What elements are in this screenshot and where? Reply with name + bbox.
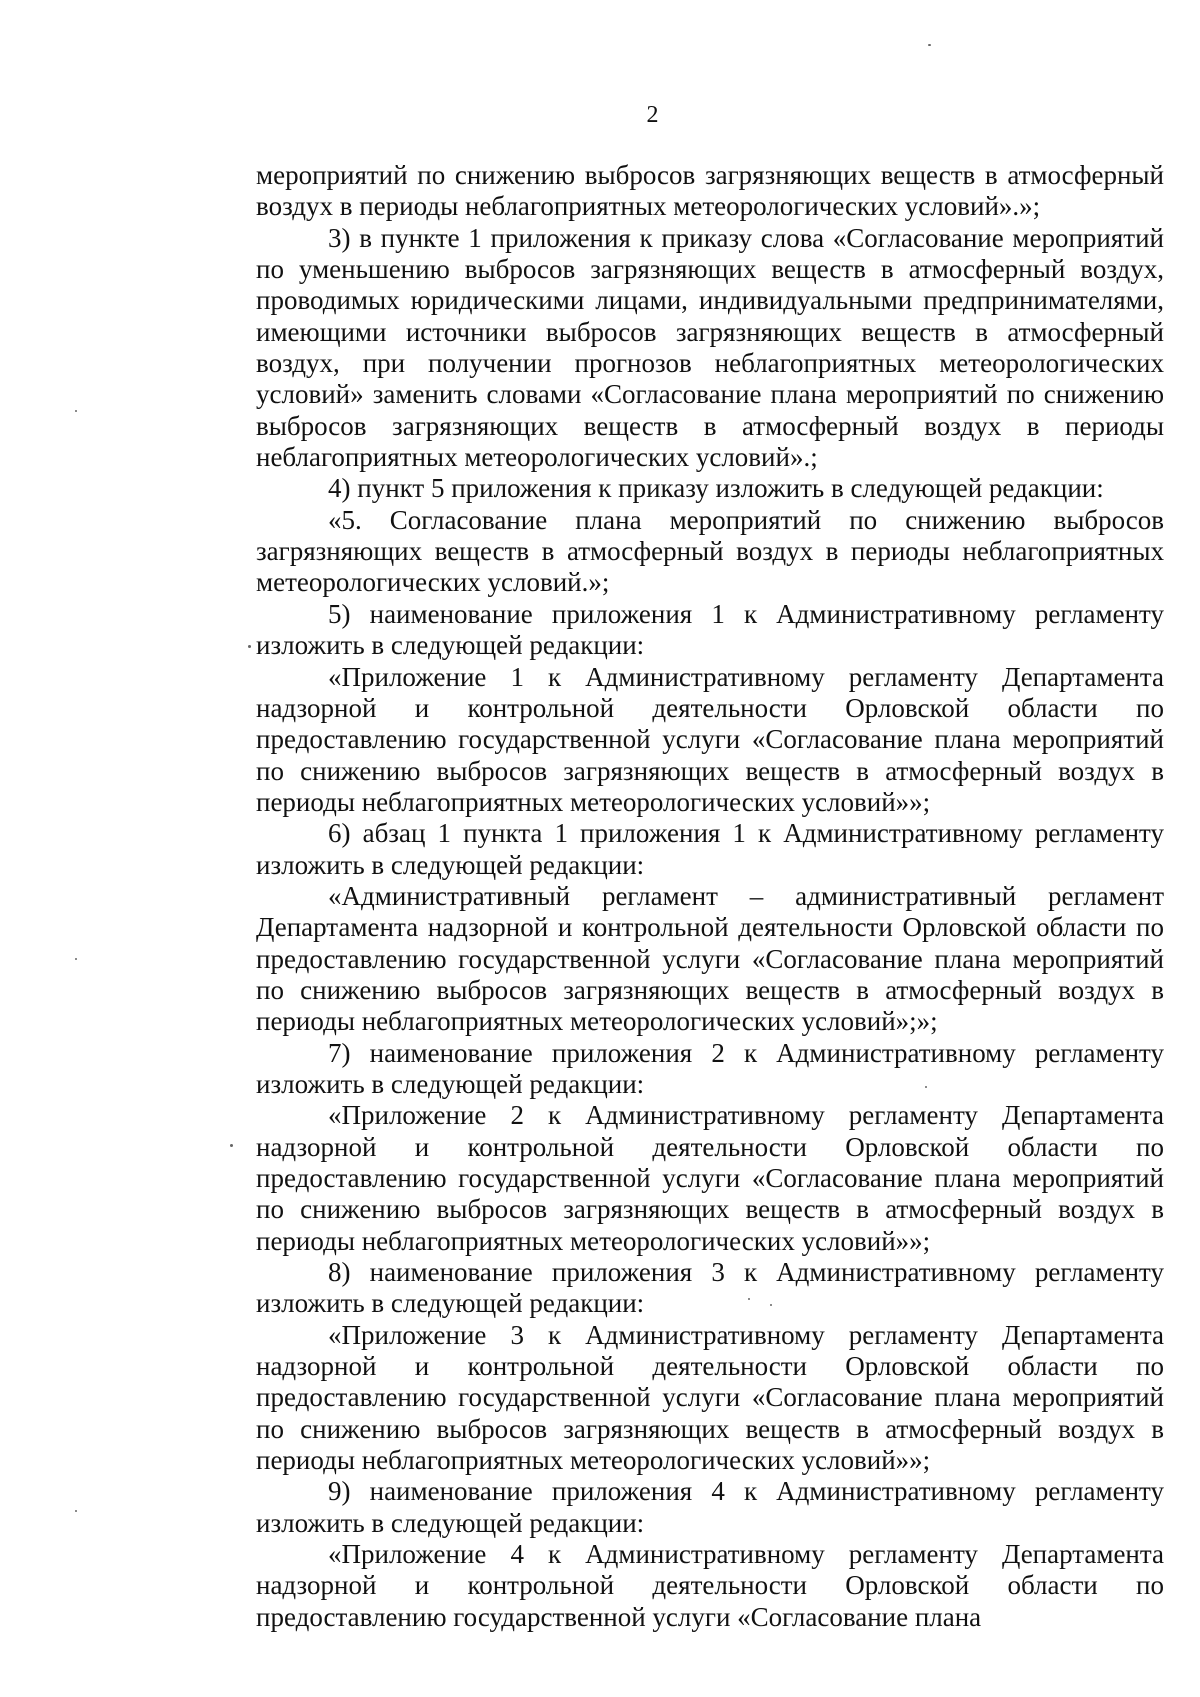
paragraph-item-4: 4) пункт 5 приложения к приказу изложить в следующей редакции: (328, 473, 1104, 504)
paragraph-item-3: 3) в пункте 1 приложения к приказу слова «Согласование мероприятий по уменьшению выбросов загрязняющих веществ в атмосферный воздух, проводимых юридическими лицами, индивидуальными предпринимателями, имеющими источники выбросов загрязняющих веществ в атмосферный воздух, при получении прогнозов неблагоприятных метеорологических условий» заменить словами «Согласование плана мероприятий по снижению выбросов загрязняющих веществ в атмосферный воздух в периоды неблагоприятных метеорологических условий».; (256, 222, 1164, 473)
paragraph-item-6: 6) абзац 1 пункта 1 приложения 1 к Административному регламенту изложить в следующей редакции: (256, 818, 1164, 880)
scan-speck (75, 410, 77, 412)
paragraph-item-5: 5) наименование приложения 1 к Административному регламенту изложить в следующей редакции: (256, 598, 1164, 661)
scan-speck (75, 958, 77, 960)
paragraph-item-5-quote: «Приложение 1 к Административному регламенту Департамента надзорной и контрольной деятельности Орловской области по предоставлению государственной услуги «Согласование плана мероприятий по снижению выбросов загрязняющих веществ в атмосферный воздух в периоды неблагоприятных метеорологических условий»»; (256, 661, 1164, 817)
paragraph-item-8-quote: «Приложение 3 к Административному регламенту Департамента надзорной и контрольной деятельности Орловской области по предоставлению государственной услуги «Согласование плана мероприятий по снижению выбросов загрязняющих веществ в атмосферный воздух в периоды неблагоприятных метеорологических условий»»; (256, 1319, 1164, 1476)
scan-speck (248, 645, 251, 648)
scan-speck (928, 44, 931, 46)
document-body (256, 160, 1164, 1633)
paragraph-continuation: мероприятий по снижению выбросов загрязняющих веществ в атмосферный воздух в периоды неблагоприятных метеорологических условий».»; (256, 160, 1164, 222)
scan-speck (75, 1510, 77, 1512)
paragraph-item-9: 9) наименование приложения 4 к Административному регламенту изложить в следующей редакции: (256, 1476, 1164, 1538)
paragraph-item-4-quote: «5. Согласование плана мероприятий по снижению выбросов загрязняющих веществ в атмосферный воздух в периоды неблагоприятных метеорологических условий.»; (256, 504, 1164, 598)
scan-speck (770, 1304, 772, 1306)
scan-speck (925, 1086, 927, 1088)
paragraph-item-9-quote: «Приложение 4 к Административному регламенту Департамента надзорной и контрольной деятельности Орловской области по предоставлению государственной услуги «Согласование плана (256, 1539, 1164, 1632)
paragraph-item-6-quote: «Административный регламент – административный регламент Департамента надзорной и контрольной деятельности Орловской области по предоставлению государственной услуги «Согласование плана мероприятий по снижению выбросов загрязняющих веществ в атмосферный воздух в периоды неблагоприятных метеорологических условий»;»; (256, 880, 1164, 1037)
paragraph-item-7: 7) наименование приложения 2 к Административному регламенту изложить в следующей редакции: (256, 1037, 1164, 1099)
paragraph-item-7-quote: «Приложение 2 к Административному регламенту Департамента надзорной и контрольной деятельности Орловской области по предоставлению государственной услуги «Согласование плана мероприятий по снижению выбросов загрязняющих веществ в атмосферный воздух в периоды неблагоприятных метеорологических условий»»; (256, 1100, 1164, 1256)
scan-speck (230, 1144, 233, 1147)
page-number: 2 (646, 102, 659, 128)
paragraph-item-8: 8) наименование приложения 3 к Административному регламенту изложить в следующей редакции: (256, 1257, 1164, 1319)
scan-speck (748, 1298, 750, 1300)
